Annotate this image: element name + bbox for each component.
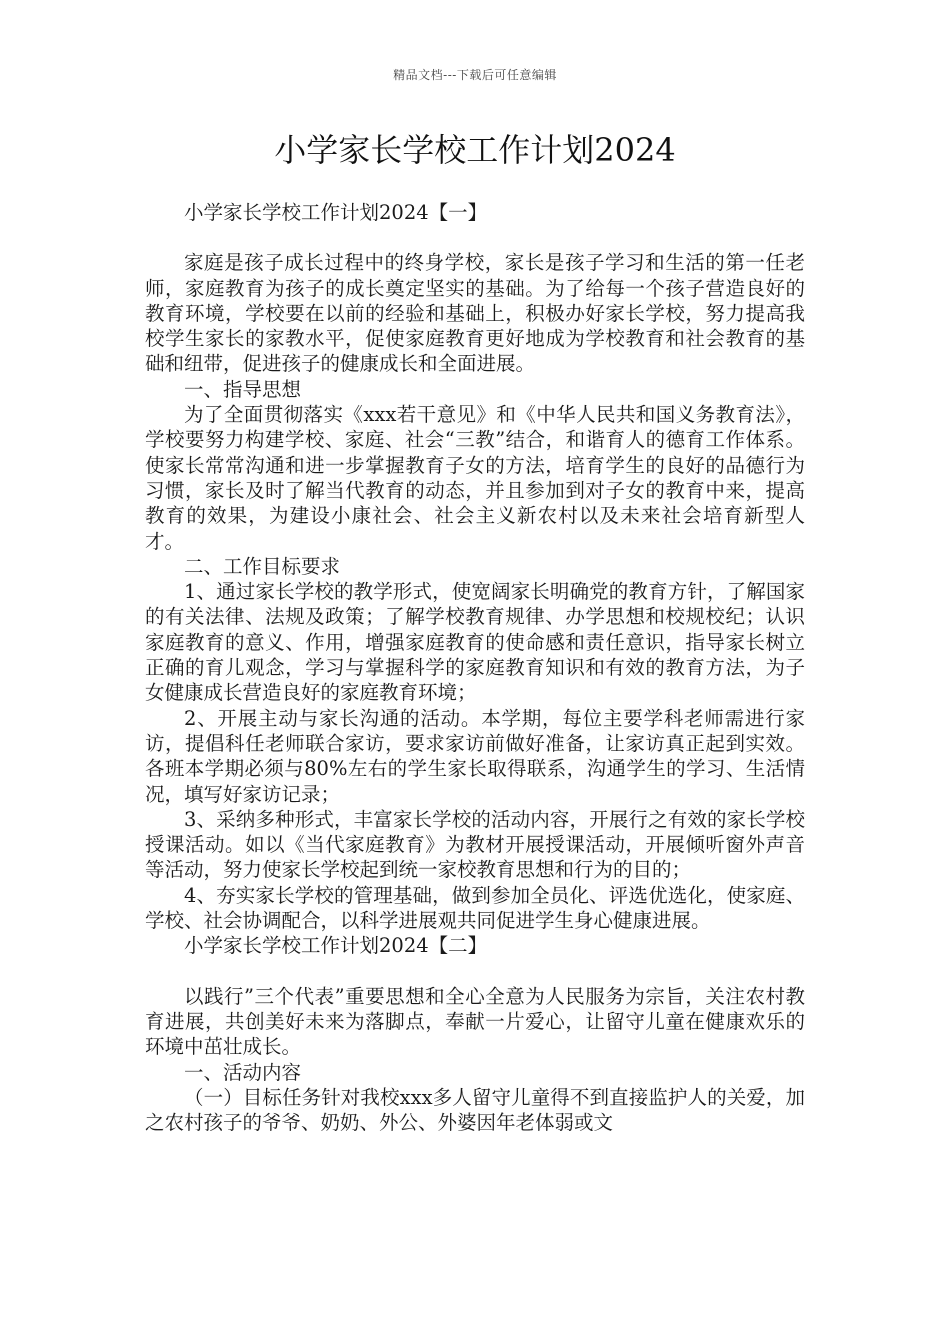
- part1-section2-title: 二、工作目标要求: [184, 554, 341, 578]
- part1-goal-item-4: 4、夯实家长学校的管理基础，做到参加全员化、评选优选化，使家庭、学校、社会协调配合，以科学进展观共同促进学生身心健康进展。: [145, 883, 805, 933]
- part2-section1-paragraph: （一）目标任务针对我校xxx多人留守儿童得不到直接监护人的关爱，加之农村孩子的爷爷、奶奶、外公、外婆因年老体弱或文: [145, 1085, 805, 1135]
- page-header-note: 精品文档---下载后可任意编辑: [393, 68, 557, 82]
- document-title: 小学家长学校工作计划2024: [274, 131, 676, 169]
- part1-goal-item-2: 2、开展主动与家长沟通的活动。本学期，每位主要学科老师需进行家访，提倡科任老师联合家访，要求家访前做好准备，让家访真正起到实效。各班本学期必须与80%左右的学生家长取得联系，沟通学生的学习、生活情况，填写好家访记录；: [145, 706, 805, 806]
- part1-goal-item-1: 1、通过家长学校的教学形式，使宽阔家长明确党的教育方针，了解国家的有关法律、法规及政策；了解学校教育规律、办学思想和校规校纪；认识家庭教育的意义、作用，增强家庭教育的使命感和责任意识，指导家长树立正确的育儿观念，学习与掌握科学的家庭教育知识和有效的教育方法，为子女健康成长营造良好的家庭教育环境；: [145, 580, 805, 705]
- part1-heading: 小学家长学校工作计划2024【一】: [184, 201, 488, 224]
- part2-intro-paragraph: 以践行”三个代表”重要思想和全心全意为人民服务为宗旨，关注农村教育进展，共创美好未来为落脚点，奉献一片爱心，让留守儿童在健康欢乐的环境中茁壮成长。: [145, 984, 805, 1059]
- document-body: [145, 200, 805, 1135]
- part1-goal-item-3: 3、采纳多种形式，丰富家长学校的活动内容，开展行之有效的家长学校授课活动。如以《当代家庭教育》为教材开展授课活动，开展倾听窗外声音等活动，努力使家长学校起到统一家校教育思想和行为的目的；: [145, 807, 805, 882]
- part1-intro-paragraph: 家庭是孩子成长过程中的终身学校，家长是孩子学习和生活的第一任老师，家庭教育为孩子的成长奠定坚实的基础。为了给每一个孩子营造良好的教育环境，学校要在以前的经验和基础上，积极办好家长学校，努力提高我校学生家长的家教水平，促使家庭教育更好地成为学校教育和社会教育的基础和纽带，促进孩子的健康成长和全面进展。: [145, 251, 805, 376]
- part1-section1-title: 一、指导思想: [184, 377, 302, 401]
- part2-section1-title: 一、活动内容: [184, 1060, 302, 1084]
- part1-section1-paragraph: 为了全面贯彻落实《xxx若干意见》和《中华人民共和国义务教育法》，学校要努力构建学校、家庭、社会“三教”结合，和谐育人的德育工作体系。使家长常常沟通和进一步掌握教育子女的方法，培育学生的良好的品德行为习惯，家长及时了解当代教育的动态，并且参加到对子女的教育中来，提高教育的效果，为建设小康社会、社会主义新农村以及未来社会培育新型人才。: [145, 403, 805, 553]
- part2-heading: 小学家长学校工作计划2024【二】: [184, 934, 488, 958]
